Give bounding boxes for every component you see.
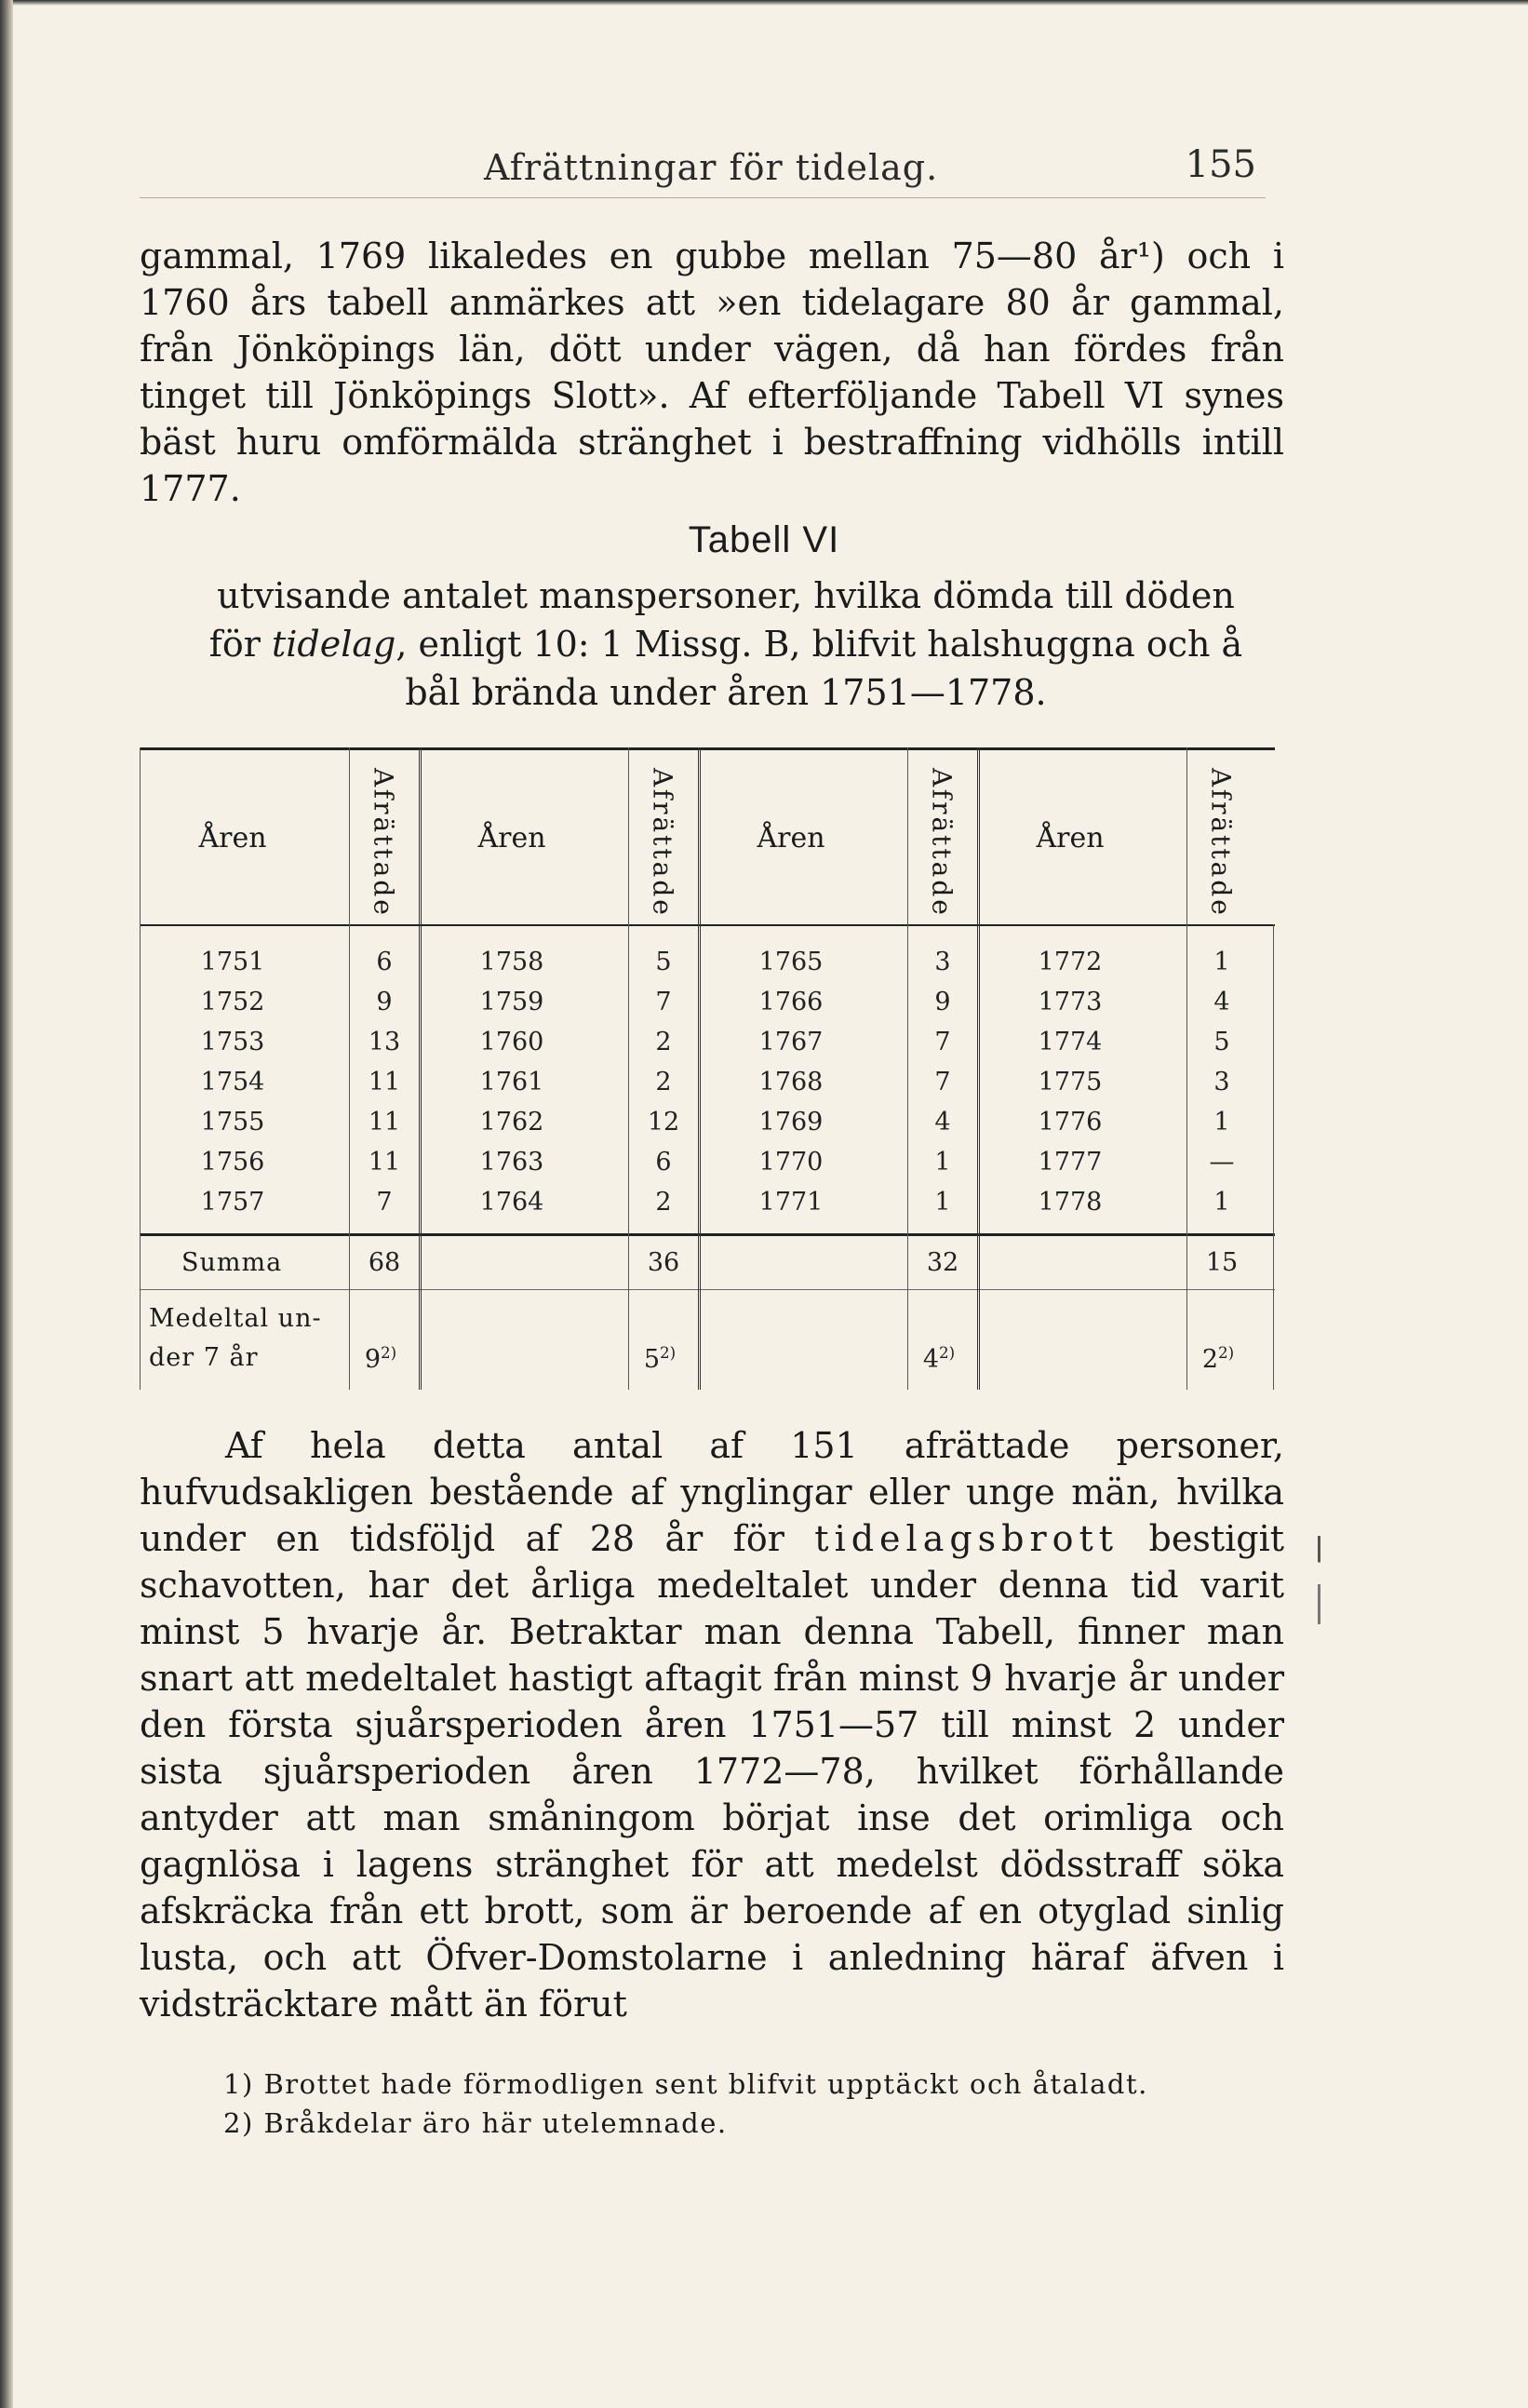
mean-value: 5 bbox=[643, 1345, 660, 1374]
table-col-rule bbox=[907, 747, 908, 1390]
year-cell: 1774 bbox=[1038, 1028, 1103, 1056]
year-cell: 1752 bbox=[200, 988, 265, 1016]
count-cell: 3 bbox=[934, 948, 951, 976]
page-edge-top bbox=[0, 0, 1528, 6]
mean-cell bbox=[1190, 1343, 1246, 1374]
count-cell: 6 bbox=[655, 1148, 672, 1177]
count-cell: 11 bbox=[368, 1108, 401, 1137]
executions-table bbox=[140, 747, 1275, 1390]
mean-footnote-ref: 2) bbox=[1218, 1343, 1235, 1362]
count-cell: 7 bbox=[934, 1068, 951, 1096]
caption-part-2: , enligt 10: 1 Missg. B, blifvit halshuggna och å bål brända under åren 1751—1778. bbox=[395, 624, 1243, 713]
count-cell: 7 bbox=[655, 988, 672, 1016]
sum-label: Summa bbox=[181, 1248, 283, 1277]
year-cell: 1772 bbox=[1038, 948, 1103, 976]
table-col-rule bbox=[349, 747, 350, 1390]
para2-part-1: Af hela detta antal af 151 afrättade personer, hufvudsakligen bestående af ynglingar eller unge män, hvilka under en tidsföljd af 28 år för bbox=[140, 1425, 1284, 1559]
year-cell: 1760 bbox=[479, 1028, 544, 1056]
mean-value: 9 bbox=[364, 1345, 381, 1374]
year-cell: 1771 bbox=[758, 1188, 824, 1217]
column-header-executed: Afrättade bbox=[1205, 767, 1237, 918]
table-group-rule bbox=[977, 747, 980, 1390]
year-cell: 1754 bbox=[200, 1068, 265, 1096]
footnote-1: 1) Brottet hade förmodligen sent blifvit upptäckt och åtaladt. bbox=[223, 2068, 1148, 2100]
count-cell: — bbox=[1209, 1148, 1235, 1177]
para2-part-2: bestigit schavotten, har det årliga medeltalet under denna tid varit minst 5 hvarje år. Betraktar man denna Tabell, finner man snart att medeltalet hastigt aftagit från minst 9 hvarje år under den första sjuårsperioden åren 1751—57 till minst 2 under sista sjuårsperioden åren 1772—78, hvilket förhållande antyder att man småningom börjat inse det orimliga och gagnlösa i lagens stränghet för att medelst dödsstraff söka afskräcka från ett brott, som är beroende af en otyglad sinlig lusta, och att Öfver-Domstolarne i anledning häraf äfven i vidsträcktare mått än förut bbox=[140, 1518, 1284, 2025]
table-caption bbox=[186, 572, 1266, 717]
sum-cell: 32 bbox=[926, 1248, 959, 1277]
table-left-rule bbox=[140, 747, 141, 1390]
year-cell: 1757 bbox=[200, 1188, 265, 1217]
count-cell: 7 bbox=[934, 1028, 951, 1056]
count-cell: 1 bbox=[934, 1188, 951, 1217]
year-cell: 1762 bbox=[479, 1108, 544, 1137]
year-cell: 1777 bbox=[1038, 1148, 1103, 1177]
count-cell: 13 bbox=[368, 1028, 401, 1056]
year-cell: 1778 bbox=[1038, 1188, 1103, 1217]
count-cell: 4 bbox=[934, 1108, 951, 1137]
page-edge-left bbox=[0, 0, 13, 2408]
table-header-rule bbox=[140, 924, 1275, 926]
count-cell: 7 bbox=[376, 1188, 393, 1217]
count-cell: 9 bbox=[934, 988, 951, 1016]
year-cell: 1767 bbox=[758, 1028, 824, 1056]
table-title: Tabell VI bbox=[688, 519, 840, 560]
column-header-years: Åren bbox=[198, 822, 267, 854]
year-cell: 1775 bbox=[1038, 1068, 1103, 1096]
year-cell: 1769 bbox=[758, 1108, 824, 1137]
column-header-executed: Afrättade bbox=[368, 767, 399, 918]
mean-footnote-ref: 2) bbox=[660, 1343, 677, 1362]
year-cell: 1776 bbox=[1038, 1108, 1103, 1137]
page-number: 155 bbox=[1185, 143, 1256, 186]
year-cell: 1751 bbox=[200, 948, 265, 976]
count-cell: 1 bbox=[1213, 948, 1230, 976]
count-cell: 5 bbox=[1213, 1028, 1230, 1056]
table-sum-rule bbox=[140, 1289, 1275, 1290]
count-cell: 9 bbox=[376, 988, 393, 1016]
footnote-2: 2) Bråkdelar äro här utelemnade. bbox=[223, 2107, 728, 2139]
year-cell: 1756 bbox=[200, 1148, 265, 1177]
table-body-rule bbox=[140, 1233, 1275, 1236]
sum-cell: 68 bbox=[368, 1248, 401, 1277]
count-cell: 1 bbox=[1213, 1188, 1230, 1217]
table-group-rule bbox=[419, 747, 422, 1390]
year-cell: 1765 bbox=[758, 948, 824, 976]
column-header-years: Åren bbox=[1036, 822, 1105, 854]
count-cell: 11 bbox=[368, 1148, 401, 1177]
header-rule bbox=[140, 197, 1266, 198]
table-col-rule bbox=[628, 747, 629, 1390]
count-cell: 3 bbox=[1213, 1068, 1230, 1096]
year-cell: 1764 bbox=[479, 1188, 544, 1217]
count-cell: 1 bbox=[1213, 1108, 1230, 1137]
sum-cell: 36 bbox=[647, 1248, 680, 1277]
column-header-executed: Afrättade bbox=[926, 767, 958, 918]
mean-label-line-2: der 7 år bbox=[149, 1343, 259, 1372]
mean-footnote-ref: 2) bbox=[381, 1343, 397, 1362]
column-header-years: Åren bbox=[757, 822, 825, 854]
mean-label-line-1: Medeltal un- bbox=[149, 1304, 322, 1333]
mean-cell bbox=[911, 1343, 967, 1374]
mean-cell bbox=[632, 1343, 688, 1374]
paragraph-intro: gammal, 1769 likaledes en gubbe mellan 75—80 år¹) och i 1760 års tabell anmärkes att »en tidelagare 80 år gammal, från Jönköpings län, dött under vägen, då han fördes från tinget till Jönköpings Slott». Af efterföljande Tabell VI synes bäst huru omförmälda stränghet i bestraffning vidhölls intill 1777. bbox=[140, 235, 1284, 509]
table-col-rule bbox=[1186, 747, 1187, 1390]
table-right-rule bbox=[1273, 924, 1274, 1390]
year-cell: 1773 bbox=[1038, 988, 1103, 1016]
year-cell: 1761 bbox=[479, 1068, 544, 1096]
year-cell: 1753 bbox=[200, 1028, 265, 1056]
year-cell: 1763 bbox=[479, 1148, 544, 1177]
caption-part-1: utvisande antalet manspersoner, hvilka dömda till döden för bbox=[208, 575, 1235, 665]
mean-value: 2 bbox=[1201, 1345, 1218, 1374]
count-cell: 2 bbox=[655, 1028, 672, 1056]
column-header-years: Åren bbox=[477, 822, 546, 854]
year-cell: 1768 bbox=[758, 1068, 824, 1096]
running-title: Afrättningar för tidelag. bbox=[484, 147, 939, 188]
count-cell: 5 bbox=[655, 948, 672, 976]
count-cell: 6 bbox=[376, 948, 393, 976]
count-cell: 2 bbox=[655, 1188, 672, 1217]
sum-cell: 15 bbox=[1205, 1248, 1239, 1277]
year-cell: 1759 bbox=[479, 988, 544, 1016]
year-cell: 1770 bbox=[758, 1148, 824, 1177]
margin-mark bbox=[1318, 1536, 1320, 1624]
count-cell: 11 bbox=[368, 1068, 401, 1096]
mean-footnote-ref: 2) bbox=[939, 1343, 956, 1362]
caption-italic: tidelag bbox=[271, 624, 396, 665]
count-cell: 4 bbox=[1213, 988, 1230, 1016]
mean-value: 4 bbox=[922, 1345, 939, 1374]
year-cell: 1758 bbox=[479, 948, 544, 976]
table-top-rule bbox=[140, 747, 1275, 750]
mean-cell bbox=[353, 1343, 409, 1374]
table-group-rule bbox=[698, 747, 701, 1390]
page-header bbox=[140, 140, 1266, 195]
year-cell: 1766 bbox=[758, 988, 824, 1016]
count-cell: 12 bbox=[647, 1108, 680, 1137]
column-header-executed: Afrättade bbox=[647, 767, 678, 918]
count-cell: 1 bbox=[934, 1148, 951, 1177]
paragraph-main bbox=[140, 1422, 1284, 2027]
count-cell: 2 bbox=[655, 1068, 672, 1096]
para2-spaced-word: tidelagsbrott bbox=[814, 1518, 1119, 1559]
year-cell: 1755 bbox=[200, 1108, 265, 1137]
